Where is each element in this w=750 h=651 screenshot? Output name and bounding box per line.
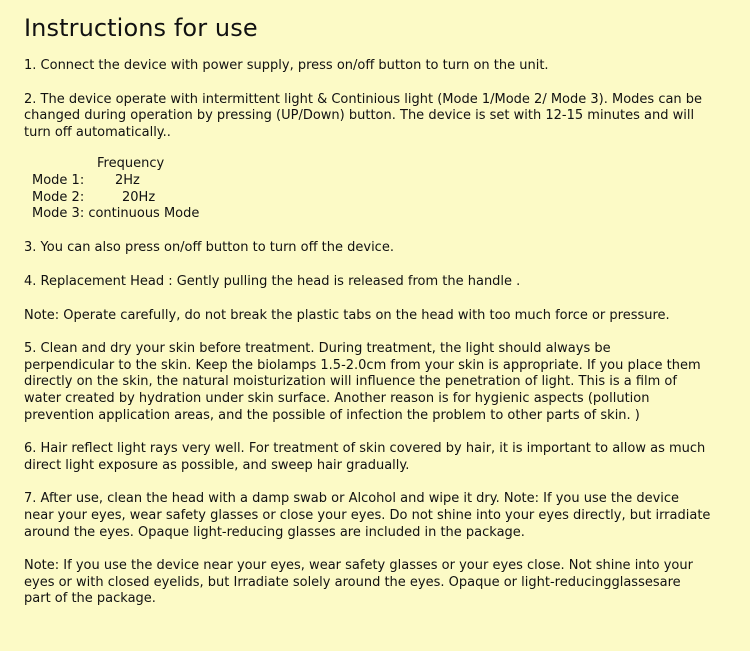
step-6	[24, 441, 730, 474]
step-5-line: prevention application areas, and the possible of infection the problem to other parts of skin. )	[24, 407, 640, 423]
note-2	[24, 558, 730, 608]
frequency-header: Frequency	[97, 156, 165, 172]
step-5-line: directly on the skin, the natural moisturization will influence the penetration of light. This is a film of	[24, 374, 677, 390]
step-5-line: water created by hydration under skin surface. Another reason is for hygienic aspects (pollution	[24, 390, 650, 406]
note-2-line: eyes or with closed eyelids, but Irradiate solely around the eyes. Opaque or light-reducingglassesare	[24, 574, 681, 590]
step-1	[24, 58, 730, 75]
mode-2-label: Mode 2:	[32, 189, 85, 205]
step-7	[24, 491, 730, 541]
page-title: Instructions for use	[24, 14, 258, 42]
mode-1-value: 2Hz	[115, 172, 140, 188]
step-5	[24, 341, 730, 424]
step-7-line: 7. After use, clean the head with a damp swab or Alcohol and wipe it dry. Note: If you use the device	[24, 491, 680, 507]
step-2-line: 2. The device operate with intermittent light & Continious light (Mode 1/Mode 2/ Mode 3). Modes can be	[24, 91, 703, 107]
step-2-line: turn off automatically..	[24, 124, 171, 140]
step-2-line: changed during operation by pressing (UP/Down) button. The device is set with 12-15 minutes and will	[24, 108, 695, 124]
step-7-line: near your eyes, wear safety glasses or close your eyes. Do not shine into your eyes directly, but irradiate	[24, 507, 711, 523]
step-6-line: direct light exposure as possible, and sweep hair gradually.	[24, 457, 410, 473]
step-1-line: 1. Connect the device with power supply, press on/off button to turn on the unit.	[24, 58, 549, 73]
mode-2-value: 20Hz	[122, 189, 156, 205]
note-1	[24, 308, 730, 325]
step-5-line: perpendicular to the skin. Keep the biolamps 1.5-2.0cm from your skin is appropriate. If you place them	[24, 357, 701, 373]
step-3-line: 3. You can also press on/off button to turn off the device.	[24, 240, 394, 256]
note-1-line: Note: Operate carefully, do not break the plastic tabs on the head with too much force or pressure.	[24, 307, 670, 323]
step-2	[24, 92, 730, 142]
step-7-line: around the eyes. Opaque light-reducing glasses are included in the package.	[24, 524, 525, 540]
step-4	[24, 274, 730, 291]
mode-1-label: Mode 1:	[32, 172, 85, 188]
step-4-line: 4. Replacement Head : Gently pulling the head is released from the handle .	[24, 273, 521, 289]
frequency-table	[32, 156, 730, 223]
note-2-line: Note: If you use the device near your eyes, wear safety glasses or your eyes close. Not shine into your	[24, 558, 693, 574]
note-2-line: part of the package.	[24, 591, 156, 607]
step-6-line: 6. Hair reflect light rays very well. For treatment of skin covered by hair, it is important to allow as much	[24, 441, 706, 457]
step-5-line: 5. Clean and dry your skin before treatment. During treatment, the light should always be	[24, 341, 611, 357]
step-3	[24, 240, 730, 257]
mode-3-label: Mode 3: continuous Mode	[32, 206, 200, 222]
